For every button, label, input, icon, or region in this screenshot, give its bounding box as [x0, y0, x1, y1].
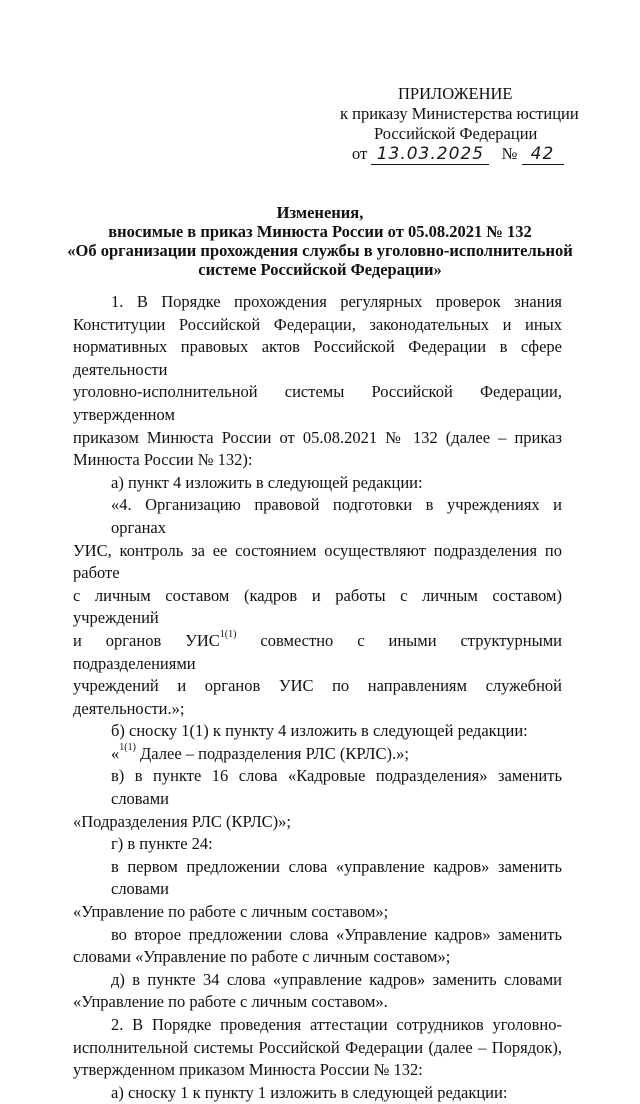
quote-1-l4-a: и органов УИС	[73, 630, 220, 650]
handwritten-date: 13.03.2025	[376, 144, 485, 164]
heading-line-2: вносимые в приказ Минюста России от 05.08.2021 № 132	[108, 222, 532, 241]
annex-title: ПРИЛОЖЕНИЕ	[398, 84, 513, 103]
document-heading	[60, 203, 580, 279]
footnote-sup: 1(1)	[119, 742, 136, 754]
subitem-g: г) в пункте 24:	[111, 834, 213, 854]
quote-1-l4-b: совместно с иными структурными подразделениями	[73, 630, 562, 673]
quote-1-line-3: с личным составом (кадров и работы с личным составом) учреждений	[73, 585, 562, 628]
subitem-b-1: б) сноску 1(1) к пункту 4 изложить в следующей редакции:	[111, 721, 528, 741]
footnote-open-quote: «	[111, 743, 120, 763]
para-2-line-1: 2. В Порядке проведения аттестации сотрудников уголовно-	[111, 1015, 562, 1034]
para-1-line-6: Минюста России № 132):	[73, 450, 253, 470]
heading-line-4: системе Российской Федерации»	[198, 260, 442, 279]
subitem-v-line-2: «Подразделения РЛС (КРЛС)»;	[73, 811, 291, 831]
quote-1-line-5: учреждений и органов УИС по направлениям служебной деятельности.»;	[73, 676, 562, 718]
number-field	[522, 144, 564, 165]
subitem-g-first-line-1: в первом предложении слова «управление кадров» заменить словами	[111, 856, 562, 899]
para-2-line-3: утвержденном приказом Минюста России № 132:	[73, 1060, 423, 1080]
para-1-line-1: 1. В Порядке прохождения регулярных проверок знания	[111, 292, 562, 311]
subitem-g-second-line-2: словами «Управление по работе с личным составом»;	[73, 947, 451, 967]
subitem-v-line-1: в) в пункте 16 слова «Кадровые подразделения» заменить словами	[111, 766, 562, 809]
handwritten-number: 42	[530, 144, 555, 164]
date-field	[371, 144, 489, 165]
para-1-line-2: Конституции Российской Федерации, законодательных и иных	[73, 314, 562, 334]
quote-1-line-4	[73, 630, 562, 675]
para-2-line-2: исполнительной системы Российской Федерации (далее – Порядок),	[73, 1037, 562, 1057]
subitem-a-1: а) пункт 4 изложить в следующей редакции:	[111, 472, 423, 492]
annex-block	[0, 0, 640, 164]
subitem-a-2: а) сноску 1 к пункту 1 изложить в следующей редакции:	[111, 1082, 508, 1102]
subitem-d-line-1: д) в пункте 34 слова «управление кадров» заменить словами	[111, 969, 562, 989]
para-1-line-4: уголовно-исполнительной системы Российской Федерации, утвержденном	[73, 382, 562, 424]
para-1-line-5: приказом Минюста России от 05.08.2021 № 132 (далее – приказ	[73, 427, 562, 447]
annex-line-federation: Российской Федерации	[374, 124, 538, 143]
date-prefix: от	[352, 144, 368, 163]
subitem-g-first-line-2: «Управление по работе с личным составом»;	[73, 902, 389, 922]
quote-1-line-2: УИС, контроль за ее состоянием осуществляют подразделения по работе	[73, 540, 562, 583]
document-body	[73, 291, 562, 1104]
annex-date-line	[352, 144, 564, 165]
annex-line-order: к приказу Министерства юстиции	[340, 104, 579, 123]
number-prefix: №	[501, 144, 518, 163]
heading-line-1: Изменения,	[276, 203, 364, 222]
para-1-line-3: нормативных правовых актов Российской Федерации в сфере деятельности	[73, 337, 562, 379]
heading-line-3: «Об организации прохождения службы в уголовно-исполнительной	[67, 241, 573, 260]
footnote-text: Далее – подразделения РЛС (КРЛС).»;	[135, 743, 409, 763]
footnote-text-line	[73, 743, 562, 766]
quote-1-line-1: «4. Организацию правовой подготовки в учреждениях и органах	[111, 495, 562, 537]
footnote-ref-1-1: 1(1)	[219, 629, 237, 641]
subitem-d-line-2: «Управление по работе с личным составом».	[73, 992, 388, 1012]
subitem-g-second-line-1: во второе предложении слова «Управление кадров» заменить	[111, 924, 562, 944]
